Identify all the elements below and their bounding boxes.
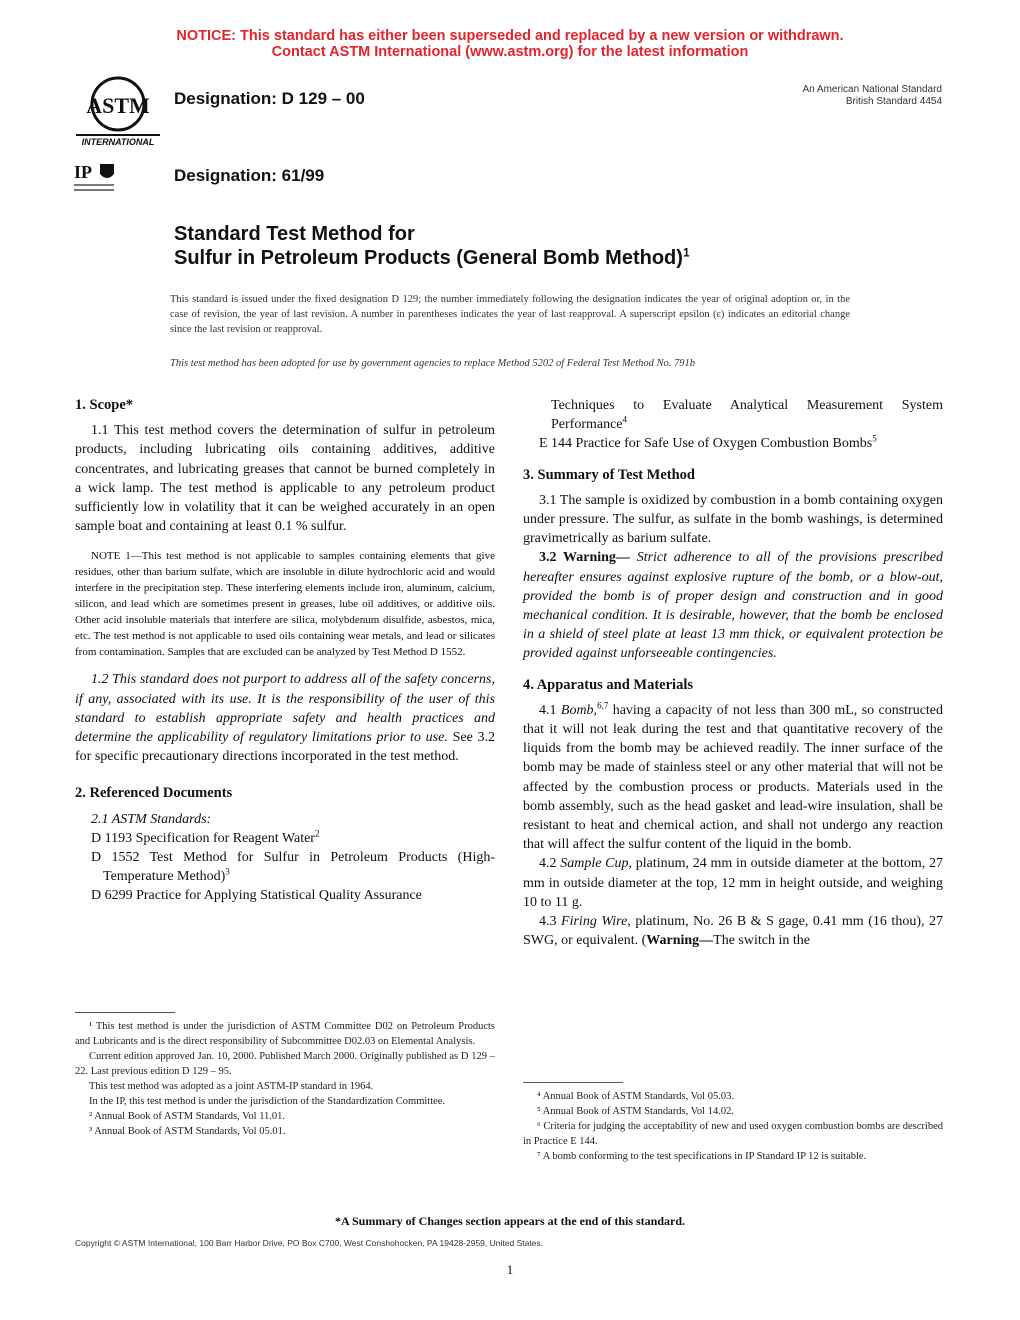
ip-logo-text: IP bbox=[74, 162, 92, 182]
footnote-3: ³ Annual Book of ASTM Standards, Vol 05.01. bbox=[89, 1126, 286, 1137]
footnote-rule-right bbox=[523, 1082, 623, 1083]
footnote-7: ⁷ A bomb conforming to the test specifications in IP Standard IP 12 is suitable. bbox=[537, 1151, 867, 1162]
notice-banner bbox=[0, 28, 1020, 60]
footnote-1: ¹ This test method is under the jurisdiction of ASTM Committee D02 on Petroleum Products and Lubricants and is the direct responsibility of Subcommittee D02.03 on Elemental Analysis. bbox=[75, 1021, 495, 1047]
footnote-2: ² Annual Book of ASTM Standards, Vol 11.01. bbox=[89, 1111, 286, 1122]
paragraph-1-1: 1.1 This test method covers the determination of sulfur in petroleum products, including lubricating oils containing additives, additive concentrates, and lubricating greases that cannot be burned completely in a wick lamp. The test method is applicable to any petroleum product sufficiently low in volatility that it can be weighed accurately in an open sample boat and containing at least 0.1 % sulfur. bbox=[75, 423, 495, 535]
right-column bbox=[523, 396, 943, 950]
note-1: NOTE 1—This test method is not applicable to samples containing elements that give residues, other than barium sulfate, which are insoluble in dilute hydrochloric acid and would interfere in the precipitation step. These interfering elements include iron, aluminum, calcium, silicon, and lead which are sometimes present in greases, lube oil additives, or additive oils. Other acid insoluble materials that interfere are silica, molybdenum disulfide, asbestos, mica, etc. The test method is not applicable to used oils containing wear metals, and lead or silicates from contamination. Samples that are excluded can be analyzed by Test Method D 1552. bbox=[75, 550, 495, 659]
p4-3-term: Firing Wire, bbox=[561, 914, 631, 930]
p4-1-term: Bomb, bbox=[560, 702, 598, 718]
reference-d1193 bbox=[75, 829, 495, 848]
p4-1-lead: 4.1 bbox=[539, 702, 561, 718]
footnote-4: ⁴ Annual Book of ASTM Standards, Vol 05.03. bbox=[537, 1091, 734, 1102]
reference-d1552-sup: 3 bbox=[225, 866, 230, 877]
copyright: Copyright © ASTM International, 100 Barr Harbor Drive, PO Box C700, West Conshohocken, PA 19428-2959, United States. bbox=[75, 1238, 544, 1248]
summary-of-changes-note: *A Summary of Changes section appears at the end of this standard. bbox=[334, 1214, 686, 1228]
warning-label: 3.2 Warning— bbox=[539, 550, 630, 566]
footnote-ip: In the IP, this test method is under the jurisdiction of the Standardization Committee. bbox=[89, 1096, 446, 1107]
p4-2-text: platinum, 24 mm in outside diameter at the bottom, 27 mm in outside diameter at the top, 12 mm in height outside, and weighing 10 to 11 g. bbox=[523, 856, 943, 910]
reference-e144-sup: 5 bbox=[872, 433, 877, 444]
p4-3-lead: 4.3 bbox=[539, 914, 562, 930]
section-heading-scope: 1. Scope* bbox=[75, 397, 133, 413]
section-heading-apparatus: 4. Apparatus and Materials bbox=[523, 676, 693, 693]
reference-d1193-sup: 2 bbox=[314, 828, 320, 839]
document-title bbox=[174, 222, 690, 270]
designation-astm: Designation: D 129 – 00 bbox=[174, 89, 365, 108]
astm-logo-text: ASTM bbox=[86, 93, 150, 118]
p4-1-text: having a capacity of not less than 300 mL, so constructed that it will not leak during the test and that quantitative recovery of the liquids from the bomb may be achieved readily. The inner surface of the bomb may be made of stainless steel or any other material that will not be affected by the combustion process or products. Materials used in the bomb assembly, such as the head gasket and lead-wire insulation, shall be resistant to heat and chemical action, and shall not undergo any reaction that will affect the sulfur content of the liquid in the bomb. bbox=[523, 702, 944, 853]
reference-d1193-text: D 1193 Specification for Reagent Water bbox=[91, 830, 315, 846]
paragraph-3-2 bbox=[523, 548, 943, 663]
p4-3-warning: Warning— bbox=[646, 933, 714, 949]
standard-info-line2: British Standard 4454 bbox=[845, 96, 942, 107]
ip-logo-icon bbox=[74, 160, 118, 196]
p4-3-end: The switch in the bbox=[713, 933, 810, 949]
p4-2-lead: 4.2 bbox=[539, 856, 561, 872]
reference-e144-text: E 144 Practice for Safe Use of Oxygen Combustion Bombs bbox=[539, 436, 873, 452]
p4-1-sup: 6,7 bbox=[597, 700, 609, 711]
designation-ip: Designation: 61/99 bbox=[174, 166, 325, 185]
issued-statement: This standard is issued under the fixed designation D 129; the number immediately following the designation indicates the year of original adoption or, in the case of revision, the year of last revision. A number in parentheses indicates the year of last reapproval. A superscript epsilon (ε) indicates an editorial change since the last revision or reapproval. bbox=[170, 294, 850, 335]
reference-d6299 bbox=[75, 886, 495, 905]
notice-line2: Contact ASTM International (www.astm.org) for the latest information bbox=[271, 44, 749, 60]
reference-e144 bbox=[523, 434, 943, 453]
reference-d6299-text: D 6299 Practice for Applying Statistical Quality Assurance bbox=[91, 888, 422, 904]
reference-d6299-continued bbox=[523, 396, 943, 434]
notice-line1: NOTICE: This standard has either been superseded and replaced by a new version or withdrawn. bbox=[176, 28, 844, 44]
standard-info bbox=[802, 84, 942, 108]
reference-d1552-text: D 1552 Test Method for Sulfur in Petroleum Products (High-Temperature Method) bbox=[91, 850, 495, 885]
p4-3-text: platinum, No. 26 B & S gage, 0.41 mm (16 thou), 27 SWG, or equivalent. ( bbox=[523, 914, 944, 949]
adoption-statement: This test method has been adopted for use by government agencies to replace Method 5202 of Federal Test Method No. 791b bbox=[170, 358, 696, 369]
reference-d6299-cont-text: Techniques to Evaluate Analytical Measurement System Performance bbox=[551, 398, 943, 433]
warning-text: Strict adherence to all of the provisions prescribed hereafter ensures against explosive rupture of the bomb, or a blow-out, provided the bomb is of proper design and construction and in good mechanical condition. It is desirable, however, that the bomb be enclosed in a shield of steel plate at least 13 mm thick, or equivalent protection be provided against unforseeable contingencies. bbox=[523, 550, 943, 662]
reference-d6299-sup: 4 bbox=[622, 414, 628, 425]
p4-2-term: Sample Cup, bbox=[560, 856, 633, 872]
right-footnotes bbox=[523, 1082, 943, 1164]
astm-logo-icon bbox=[72, 74, 164, 148]
title-line2: Sulfur in Petroleum Products (General Bomb Method) bbox=[174, 247, 683, 269]
astm-logo-sub: INTERNATIONAL bbox=[81, 137, 155, 147]
paragraph-3-1: 3.1 The sample is oxidized by combustion in a bomb containing oxygen under pressure. The sulfur, as sulfate in the bomb washings, is determined gravimetrically as barium sulfate. bbox=[523, 492, 943, 547]
footnote-5: ⁵ Annual Book of ASTM Standards, Vol 14.02. bbox=[537, 1106, 734, 1117]
paragraph-1-2 bbox=[75, 670, 495, 766]
left-footnotes bbox=[75, 1012, 495, 1139]
paragraph-1-2-rest: See 3.2 for specific precautionary directions incorporated in the test method. bbox=[75, 730, 496, 765]
section-heading-references: 2. Referenced Documents bbox=[75, 785, 233, 802]
ip-logo bbox=[74, 160, 118, 196]
section-heading-summary: 3. Summary of Test Method bbox=[523, 466, 695, 483]
reference-d1552 bbox=[75, 848, 495, 886]
title-line1: Standard Test Method for bbox=[174, 223, 415, 245]
footnote-edition: Current edition approved Jan. 10, 2000. Published March 2000. Originally published as D 129 – 22. Last previous edition D 129 – 95. bbox=[75, 1051, 495, 1077]
footnote-adopted: This test method was adopted as a joint ASTM-IP standard in 1964. bbox=[89, 1081, 374, 1092]
paragraph-4-3 bbox=[523, 912, 943, 950]
standard-info-line1: An American National Standard bbox=[802, 84, 942, 95]
astm-logo bbox=[72, 74, 164, 148]
left-column bbox=[75, 396, 495, 906]
paragraph-4-1 bbox=[523, 701, 943, 855]
footnote-rule bbox=[75, 1012, 175, 1013]
page-number: 1 bbox=[506, 1262, 514, 1277]
title-footnote-ref: 1 bbox=[682, 245, 690, 260]
footnote-6: ⁶ Criteria for judging the acceptability of new and used oxygen combustion bombs are described in Practice E 144. bbox=[523, 1121, 943, 1147]
paragraph-4-2 bbox=[523, 854, 943, 912]
paragraph-2-1: 2.1 ASTM Standards: bbox=[91, 811, 212, 827]
paragraph-1-2-italic: 1.2 This standard does not purport to address all of the safety concerns, if any, associated with its use. It is the responsibility of the user of this standard to establish appropriate safety and health practices and determine the applicability of regulatory limitations prior to use. bbox=[75, 672, 495, 746]
